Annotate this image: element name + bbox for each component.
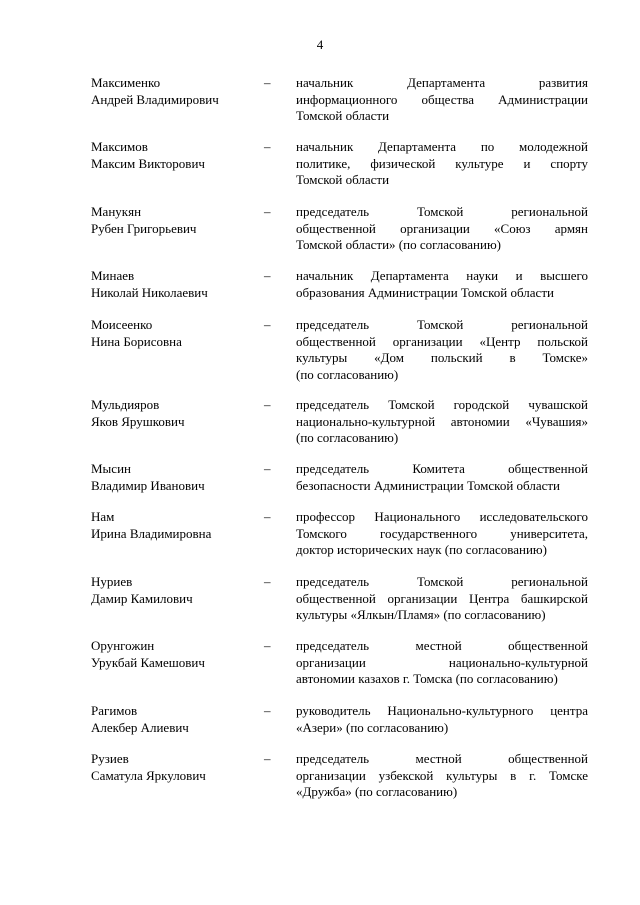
member-given-names: Николай Николаевич xyxy=(91,284,208,300)
member-position xyxy=(296,638,588,688)
position-line: начальник Департамента по молодежной xyxy=(296,139,588,154)
member-position xyxy=(296,751,588,801)
position-line: организации узбекской культуры в г. Томске xyxy=(296,767,588,783)
member-name xyxy=(91,139,261,172)
member-surname: Мысин xyxy=(91,461,131,476)
member-position xyxy=(296,461,588,494)
position-line: профессор Национального исследовательского xyxy=(296,509,588,524)
member-position xyxy=(296,397,588,447)
member-position xyxy=(296,574,588,624)
member-surname: Мульдияров xyxy=(91,397,160,412)
member-name xyxy=(91,751,261,784)
position-line: председатель Томской городской чувашской xyxy=(296,397,588,412)
page-number: 4 xyxy=(316,37,324,52)
separator-dash: – xyxy=(264,638,271,653)
position-line: Томской области xyxy=(296,172,390,187)
member-surname: Орунгожин xyxy=(91,638,155,653)
separator-dash: – xyxy=(264,139,271,154)
member-given-names: Андрей Владимирович xyxy=(91,91,219,107)
member-given-names: Рубен Григорьевич xyxy=(91,220,197,236)
position-line: председатель местной общественной xyxy=(296,638,588,653)
position-line: «Дружба» (по согласованию) xyxy=(296,784,458,799)
position-line: национально-культурной автономии «Чувашия» xyxy=(296,413,588,429)
member-surname: Рузиев xyxy=(91,751,129,766)
position-line: информационного общества Администрации xyxy=(296,91,588,107)
position-line: Томской области» (по согласованию) xyxy=(296,237,501,252)
position-line: председатель Томской региональной xyxy=(296,317,588,332)
position-line: начальник Департамента науки и высшего xyxy=(296,268,588,283)
member-given-names: Яков Ярушкович xyxy=(91,413,185,429)
position-line: председатель Томской региональной xyxy=(296,204,588,219)
member-surname: Минаев xyxy=(91,268,135,283)
member-name xyxy=(91,509,261,542)
position-line: доктор исторических наук (по согласованию) xyxy=(296,542,547,557)
position-line: председатель местной общественной xyxy=(296,751,588,766)
member-position xyxy=(296,139,588,189)
separator-dash: – xyxy=(264,397,271,412)
position-line: «Азери» (по согласованию) xyxy=(296,719,449,735)
position-line: общественной организации Центра башкирской xyxy=(296,590,588,606)
member-surname: Максимов xyxy=(91,139,148,154)
member-name xyxy=(91,574,261,607)
position-line: председатель Комитета общественной xyxy=(296,461,588,476)
member-name xyxy=(91,638,261,671)
member-surname: Манукян xyxy=(91,204,142,219)
member-name xyxy=(91,204,261,237)
position-line: (по согласованию) xyxy=(296,430,399,445)
position-line: Томской области xyxy=(296,108,390,123)
position-line: (по согласованию) xyxy=(296,366,399,382)
position-line: безопасности Администрации Томской области xyxy=(296,477,560,493)
position-line: организации национально-культурной xyxy=(296,654,588,670)
position-line: культуры «Дом польский в Томске» xyxy=(296,350,588,365)
member-given-names: Дамир Камилович xyxy=(91,590,193,606)
position-line: политике, физической культуре и спорту xyxy=(296,155,588,171)
separator-dash: – xyxy=(264,509,271,524)
member-position xyxy=(296,703,588,736)
member-name xyxy=(91,317,261,350)
member-position xyxy=(296,268,588,301)
separator-dash: – xyxy=(264,461,271,476)
position-line: общественной организации «Центр польской xyxy=(296,333,588,349)
member-given-names: Максим Викторович xyxy=(91,155,205,171)
member-surname: Рагимов xyxy=(91,703,138,718)
position-line: общественной организации «Союз армян xyxy=(296,220,588,236)
member-name xyxy=(91,703,261,736)
member-surname: Моисеенко xyxy=(91,317,153,332)
separator-dash: – xyxy=(264,268,271,283)
separator-dash: – xyxy=(264,317,271,332)
separator-dash: – xyxy=(264,703,271,718)
position-line: культуры «Ялкын/Пламя» (по согласованию) xyxy=(296,607,546,622)
position-line: руководитель Национально-культурного центра xyxy=(296,703,588,718)
member-given-names: Владимир Иванович xyxy=(91,477,205,493)
member-given-names: Нина Борисовна xyxy=(91,333,182,349)
member-name xyxy=(91,268,261,301)
member-given-names: Саматула Яркулович xyxy=(91,767,206,783)
member-position xyxy=(296,317,588,383)
member-name xyxy=(91,75,261,108)
separator-dash: – xyxy=(264,75,271,90)
position-line: автономии казахов г. Томска (по согласованию) xyxy=(296,671,558,686)
member-name xyxy=(91,461,261,494)
position-line: начальник Департамента развития xyxy=(296,75,588,90)
member-given-names: Ирина Владимировна xyxy=(91,525,212,541)
position-line: председатель Томской региональной xyxy=(296,574,588,589)
member-name xyxy=(91,397,261,430)
separator-dash: – xyxy=(264,574,271,589)
member-position xyxy=(296,204,588,254)
member-surname: Нам xyxy=(91,509,115,524)
member-surname: Максименко xyxy=(91,75,161,90)
member-given-names: Урукбай Камешович xyxy=(91,654,205,670)
member-surname: Нуриев xyxy=(91,574,133,589)
position-line: образования Администрации Томской области xyxy=(296,284,554,300)
member-position xyxy=(296,75,588,125)
member-given-names: Алекбер Алиевич xyxy=(91,719,189,735)
separator-dash: – xyxy=(264,204,271,219)
separator-dash: – xyxy=(264,751,271,766)
member-position xyxy=(296,509,588,559)
position-line: Томского государственного университета, xyxy=(296,525,588,541)
